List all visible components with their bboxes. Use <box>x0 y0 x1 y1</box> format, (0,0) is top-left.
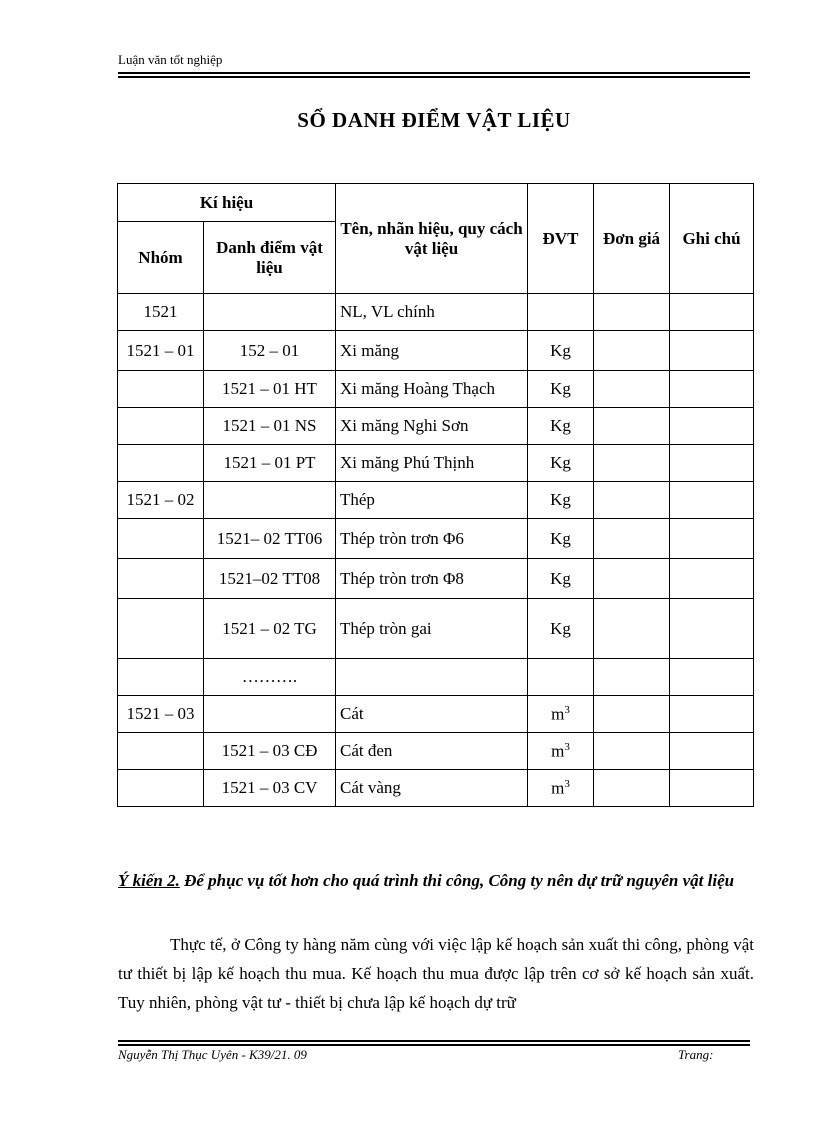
cell-don-gia <box>594 599 670 659</box>
cell-ghi-chu <box>670 599 754 659</box>
cell-ghi-chu <box>670 696 754 733</box>
cell-dvt: $m^3$ <box>528 770 594 807</box>
table-row <box>118 371 754 408</box>
header-nhom: Nhóm <box>118 222 204 294</box>
cell-danh-diem: 1521 – 02 TG <box>204 599 336 659</box>
cell-ten-vat-lieu: Thép tròn trơn Φ6 <box>336 519 528 559</box>
cell-danh-diem: 1521– 02 TT06 <box>204 519 336 559</box>
page-title: SỔ DANH ĐIỂM VẬT LIỆU <box>297 108 571 132</box>
cell-dvt: Kg <box>528 559 594 599</box>
footer-page-label: Trang: <box>678 1047 714 1062</box>
header-ghi-chu: Ghi chú <box>670 184 754 294</box>
cell-nhom <box>118 559 204 599</box>
cell-ghi-chu <box>670 659 754 696</box>
cell-ten-vat-lieu: NL, VL chính <box>336 294 528 331</box>
cell-danh-diem: 1521 – 01 PT <box>204 445 336 482</box>
table-row <box>118 559 754 599</box>
cell-danh-diem: 1521 – 03 CV <box>204 770 336 807</box>
cell-nhom <box>118 519 204 559</box>
cell-ten-vat-lieu <box>336 659 528 696</box>
cell-danh-diem: 1521 – 01 NS <box>204 408 336 445</box>
cell-danh-diem: ………. <box>204 659 336 696</box>
cell-nhom <box>118 371 204 408</box>
header-don-gia: Đơn giá <box>594 184 670 294</box>
cell-nhom: 1521 <box>118 294 204 331</box>
header-danh-diem: Danh điểm vật liệu <box>204 222 336 294</box>
cell-don-gia <box>594 371 670 408</box>
header-ki-hieu: Kí hiệu <box>118 184 336 222</box>
table-row <box>118 482 754 519</box>
table-row <box>118 445 754 482</box>
cell-nhom <box>118 770 204 807</box>
cell-don-gia <box>594 770 670 807</box>
cell-dvt: Kg <box>528 331 594 371</box>
section-heading-text: Để phục vụ tốt hơn cho quá trình thi công, Công ty nên dự trữ nguyên vật liệu <box>179 871 735 890</box>
cell-dvt <box>528 294 594 331</box>
cell-dvt: Kg <box>528 599 594 659</box>
cell-ghi-chu <box>670 331 754 371</box>
cell-ten-vat-lieu: Thép tròn trơn Φ8 <box>336 559 528 599</box>
header-ten-vat-lieu: Tên, nhãn hiệu, quy cách vật liệu <box>336 184 528 294</box>
cell-nhom: 1521 – 02 <box>118 482 204 519</box>
cell-dvt: Kg <box>528 482 594 519</box>
cell-danh-diem: 1521–02 TT08 <box>204 559 336 599</box>
cell-dvt: Kg <box>528 519 594 559</box>
cell-nhom <box>118 599 204 659</box>
cell-nhom: 1521 – 01 <box>118 331 204 371</box>
cell-nhom <box>118 659 204 696</box>
cell-don-gia <box>594 733 670 770</box>
table-row <box>118 294 754 331</box>
cell-ten-vat-lieu: Xi măng Hoàng Thạch <box>336 371 528 408</box>
cell-ten-vat-lieu: Xi măng <box>336 331 528 371</box>
footer-divider <box>118 1040 750 1046</box>
cell-danh-diem <box>204 294 336 331</box>
material-index-table <box>117 183 754 807</box>
cell-don-gia <box>594 331 670 371</box>
table-row <box>118 770 754 807</box>
cell-ten-vat-lieu: Thép tròn gai <box>336 599 528 659</box>
cell-ten-vat-lieu: Xi măng Nghi Sơn <box>336 408 528 445</box>
table-row <box>118 599 754 659</box>
cell-dvt <box>528 659 594 696</box>
cell-dvt: $m^3$ <box>528 733 594 770</box>
cell-ghi-chu <box>670 445 754 482</box>
table-row <box>118 696 754 733</box>
body-paragraph <box>118 930 754 1017</box>
cell-danh-diem: 1521 – 01 HT <box>204 371 336 408</box>
cell-nhom: 1521 – 03 <box>118 696 204 733</box>
cell-dvt: Kg <box>528 445 594 482</box>
cell-don-gia <box>594 445 670 482</box>
cell-don-gia <box>594 294 670 331</box>
cell-nhom <box>118 445 204 482</box>
page-header: Luận văn tốt nghiệp <box>118 52 223 67</box>
table-row <box>118 331 754 371</box>
cell-danh-diem: 1521 – 03 CĐ <box>204 733 336 770</box>
table-row <box>118 733 754 770</box>
cell-don-gia <box>594 696 670 733</box>
cell-ghi-chu <box>670 559 754 599</box>
section-heading-lead: Ý kiến 2. <box>118 871 180 890</box>
header-divider <box>118 72 750 78</box>
header-dvt: ĐVT <box>528 184 594 294</box>
cell-ten-vat-lieu: Cát vàng <box>336 770 528 807</box>
cell-ghi-chu <box>670 408 754 445</box>
table-row <box>118 519 754 559</box>
cell-don-gia <box>594 519 670 559</box>
cell-ghi-chu <box>670 733 754 770</box>
cell-danh-diem <box>204 696 336 733</box>
cell-don-gia <box>594 482 670 519</box>
cell-dvt: Kg <box>528 408 594 445</box>
cell-ghi-chu <box>670 519 754 559</box>
cell-ten-vat-lieu: Xi măng Phú Thịnh <box>336 445 528 482</box>
cell-dvt: $m^3$ <box>528 696 594 733</box>
cell-nhom <box>118 733 204 770</box>
cell-don-gia <box>594 408 670 445</box>
footer-author: Nguyễn Thị Thục Uyên - K39/21. 09 <box>118 1047 307 1062</box>
cell-ghi-chu <box>670 294 754 331</box>
table-row <box>118 408 754 445</box>
cell-don-gia <box>594 559 670 599</box>
paragraph-text: Thực tế, ở Công ty hàng năm cùng với việc lập kế hoạch sản xuất thi công, phòng vật tư thiết bị lập kế hoạch thu mua. Kế hoạch thu mua được lập trên cơ sở kế hoạch sản xuất. Tuy nhiên, phòng vật tư - thiết bị chưa lập kế hoạch dự trữ <box>118 935 754 1012</box>
table-row <box>118 659 754 696</box>
cell-nhom <box>118 408 204 445</box>
cell-ten-vat-lieu: Thép <box>336 482 528 519</box>
section-heading <box>118 866 754 896</box>
cell-don-gia <box>594 659 670 696</box>
cell-danh-diem: 152 – 01 <box>204 331 336 371</box>
cell-dvt: Kg <box>528 371 594 408</box>
cell-danh-diem <box>204 482 336 519</box>
cell-ghi-chu <box>670 770 754 807</box>
cell-ten-vat-lieu: Cát <box>336 696 528 733</box>
cell-ten-vat-lieu: Cát đen <box>336 733 528 770</box>
cell-ghi-chu <box>670 482 754 519</box>
cell-ghi-chu <box>670 371 754 408</box>
